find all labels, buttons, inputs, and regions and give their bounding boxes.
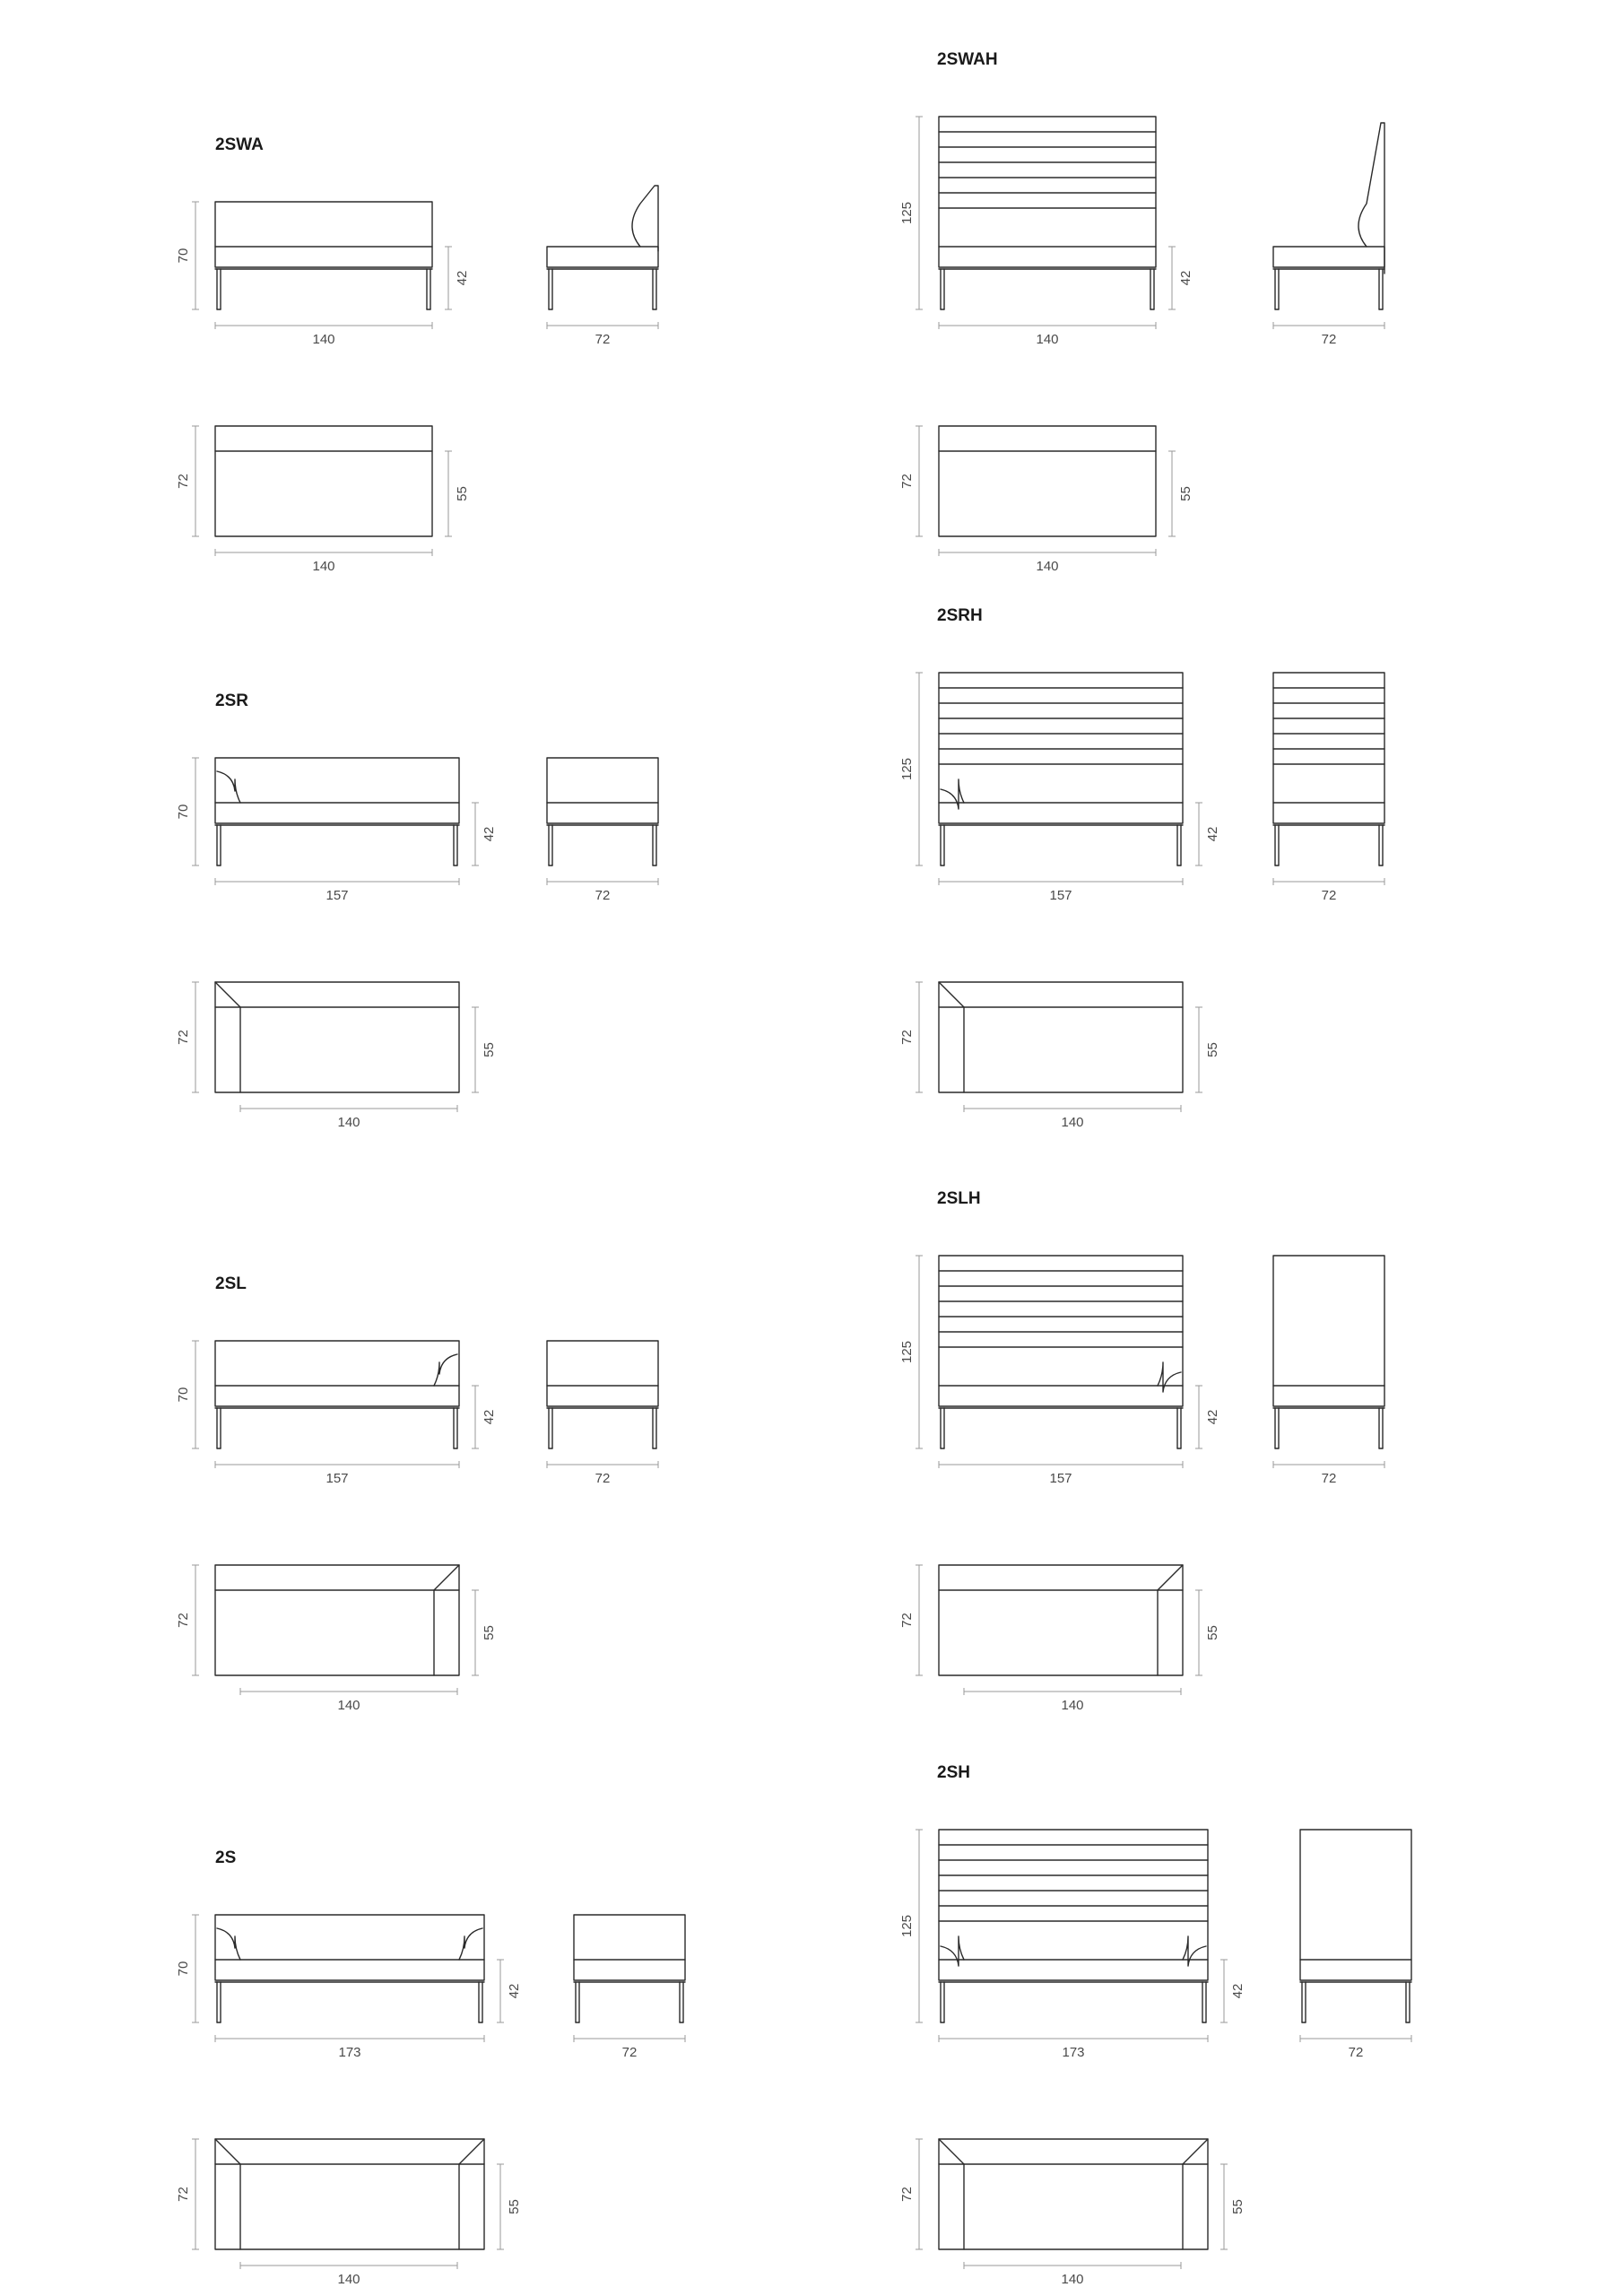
width-dimension — [215, 1461, 459, 1486]
module-code-label: 2SH — [937, 1763, 970, 1782]
dimension-label: 55 — [455, 486, 470, 501]
plan-view — [176, 2139, 522, 2287]
armrest-curve — [1158, 1362, 1181, 1392]
module-2sr — [176, 691, 658, 1130]
width-dimension — [240, 1105, 457, 1130]
backrest-profile — [1358, 123, 1384, 274]
dimension-label: 72 — [176, 2187, 191, 2202]
dimension-label: 140 — [312, 332, 335, 347]
front-view — [176, 202, 470, 347]
sofa-body — [215, 1915, 484, 1980]
dimension-label: 55 — [1230, 2199, 1245, 2214]
module-code-label: 2SWAH — [937, 50, 998, 69]
front-view — [176, 1915, 522, 2060]
plan-view — [176, 426, 470, 574]
side-body — [1273, 1256, 1384, 1406]
height-dimension — [899, 982, 923, 1092]
module-2sh — [899, 1763, 1411, 2287]
armrest-corner — [215, 2139, 240, 2164]
armrest-corner — [939, 982, 964, 1007]
height-dimension — [472, 1386, 497, 1448]
dimension-label: 140 — [1061, 1115, 1084, 1130]
width-dimension — [939, 322, 1156, 347]
armrest-curve — [434, 1354, 457, 1386]
dimension-label: 42 — [1178, 270, 1193, 286]
height-dimension — [176, 982, 199, 1092]
height-dimension — [472, 803, 497, 865]
height-dimension — [176, 426, 199, 536]
dimension-label: 72 — [1321, 332, 1337, 347]
width-dimension — [547, 322, 658, 347]
dimension-label: 70 — [176, 1387, 191, 1403]
dimension-label: 72 — [899, 1613, 915, 1628]
width-dimension — [215, 878, 459, 903]
height-dimension — [1220, 1960, 1245, 2022]
dimension-label: 72 — [899, 2187, 915, 2202]
height-dimension — [176, 1915, 199, 2022]
armrest-curve — [459, 1928, 482, 1960]
dimension-label: 42 — [1230, 1983, 1245, 1999]
module-code-label: 2SL — [215, 1274, 247, 1293]
side-view — [1273, 1256, 1384, 1486]
seat-block — [547, 247, 658, 267]
height-dimension — [176, 1565, 199, 1675]
plan-outline — [939, 1565, 1183, 1675]
plan-view — [899, 426, 1193, 574]
plan-view — [899, 982, 1220, 1130]
module-code-label: 2S — [215, 1848, 237, 1867]
dimension-label: 72 — [1321, 888, 1337, 903]
side-body — [547, 1341, 658, 1406]
dimension-label: 72 — [1321, 1471, 1337, 1486]
height-dimension — [1195, 803, 1220, 865]
dimension-label: 140 — [1061, 1698, 1084, 1713]
height-dimension — [497, 1960, 522, 2022]
backrest-profile — [632, 186, 658, 251]
side-view — [1300, 1830, 1411, 2060]
dimension-label: 72 — [595, 888, 611, 903]
height-dimension — [899, 1830, 923, 2022]
dimension-label: 173 — [1062, 2045, 1085, 2060]
width-dimension — [939, 878, 1183, 903]
width-dimension — [1273, 1461, 1384, 1486]
sofa-body — [939, 673, 1183, 823]
plan-view — [176, 1565, 497, 1713]
module-2slh — [899, 1189, 1384, 1713]
dimension-label: 140 — [1036, 332, 1059, 347]
dimension-label: 125 — [899, 757, 915, 781]
plan-outline — [939, 982, 1183, 1092]
dimension-label: 157 — [1049, 888, 1072, 903]
armrest-corner — [215, 982, 240, 1007]
height-dimension — [497, 2164, 522, 2249]
module-2s — [176, 1848, 685, 2287]
module-2swah — [899, 50, 1384, 574]
dimension-label: 42 — [1205, 1409, 1220, 1425]
width-dimension — [1273, 878, 1384, 903]
width-dimension — [939, 549, 1156, 574]
height-dimension — [1195, 1007, 1220, 1092]
height-dimension — [445, 451, 470, 536]
height-dimension — [899, 1565, 923, 1675]
dimension-label: 125 — [899, 201, 915, 225]
height-dimension — [899, 2139, 923, 2249]
sofa-body — [939, 1830, 1208, 1980]
height-dimension — [176, 202, 199, 309]
width-dimension — [939, 2035, 1208, 2060]
dimension-label: 42 — [1205, 826, 1220, 842]
side-body — [1273, 673, 1384, 823]
plan-outline — [215, 982, 459, 1092]
armrest-corner — [1183, 2139, 1208, 2164]
armrest-corner — [1158, 1565, 1183, 1590]
dimension-label: 140 — [1061, 2272, 1084, 2287]
armrest-corner — [459, 2139, 484, 2164]
width-dimension — [1300, 2035, 1411, 2060]
dimension-label: 72 — [1348, 2045, 1364, 2060]
plan-outline — [215, 426, 432, 536]
dimension-label: 157 — [325, 888, 349, 903]
armrest-curve — [1183, 1936, 1206, 1966]
dimension-label: 55 — [507, 2199, 522, 2214]
seat-block — [1273, 247, 1384, 267]
dimension-label: 157 — [325, 1471, 349, 1486]
side-body — [547, 758, 658, 823]
plan-outline — [215, 1565, 459, 1675]
height-dimension — [899, 1256, 923, 1448]
module-code-label: 2SLH — [937, 1189, 981, 1208]
dimension-label: 55 — [1205, 1625, 1220, 1640]
dimension-label: 70 — [176, 804, 191, 820]
width-dimension — [939, 1461, 1183, 1486]
side-view — [547, 758, 658, 903]
height-dimension — [1168, 247, 1193, 309]
dimension-label: 70 — [176, 248, 191, 264]
dimension-label: 140 — [1036, 559, 1059, 574]
plan-outline — [215, 2139, 484, 2249]
front-view — [176, 758, 497, 903]
height-dimension — [1195, 1386, 1220, 1448]
height-dimension — [1195, 1590, 1220, 1675]
side-body — [574, 1915, 685, 1980]
dimension-label: 72 — [595, 332, 611, 347]
plan-view — [899, 2139, 1245, 2287]
module-code-label: 2SR — [215, 691, 248, 710]
dimension-label: 125 — [899, 1914, 915, 1938]
width-dimension — [215, 549, 432, 574]
armrest-corner — [434, 1565, 459, 1590]
plan-outline — [939, 426, 1156, 536]
dimension-label: 72 — [176, 474, 191, 489]
width-dimension — [547, 1461, 658, 1486]
width-dimension — [964, 2262, 1181, 2287]
width-dimension — [240, 1688, 457, 1713]
height-dimension — [472, 1007, 497, 1092]
module-code-label: 2SRH — [937, 606, 983, 625]
dimension-label: 72 — [621, 2045, 638, 2060]
side-body — [1300, 1830, 1411, 1980]
width-dimension — [547, 878, 658, 903]
side-view — [547, 1341, 658, 1486]
dimension-label: 140 — [337, 2272, 360, 2287]
armrest-curve — [217, 771, 240, 803]
dimension-label: 42 — [482, 1409, 497, 1425]
dimension-label: 125 — [899, 1340, 915, 1364]
armrest-curve — [941, 779, 964, 809]
dimension-label: 42 — [507, 1983, 522, 1999]
height-dimension — [899, 673, 923, 865]
sofa-body — [215, 758, 459, 823]
plan-outline — [939, 2139, 1208, 2249]
plan-view — [176, 982, 497, 1130]
dimension-label: 55 — [1205, 1042, 1220, 1057]
dimension-label: 173 — [338, 2045, 361, 2060]
side-view — [1273, 123, 1384, 347]
module-2srh — [899, 606, 1384, 1130]
side-view — [547, 186, 658, 347]
dimension-label: 140 — [337, 1115, 360, 1130]
width-dimension — [574, 2035, 685, 2060]
height-dimension — [472, 1590, 497, 1675]
dimension-label: 72 — [176, 1030, 191, 1045]
dimension-label: 72 — [899, 1030, 915, 1045]
armrest-corner — [939, 2139, 964, 2164]
dimension-label: 140 — [312, 559, 335, 574]
front-view — [899, 117, 1193, 347]
sofa-body — [215, 202, 432, 267]
dimension-label: 55 — [1178, 486, 1193, 501]
width-dimension — [964, 1688, 1181, 1713]
side-view — [574, 1915, 685, 2060]
dimension-label: 140 — [337, 1698, 360, 1713]
plan-view — [899, 1565, 1220, 1713]
height-dimension — [899, 426, 923, 536]
dimension-label: 72 — [176, 1613, 191, 1628]
front-view — [899, 673, 1220, 903]
height-dimension — [176, 2139, 199, 2249]
width-dimension — [964, 1105, 1181, 1130]
width-dimension — [215, 322, 432, 347]
dimension-label: 157 — [1049, 1471, 1072, 1486]
dimension-label: 55 — [482, 1625, 497, 1640]
height-dimension — [899, 117, 923, 309]
armrest-curve — [941, 1936, 964, 1966]
height-dimension — [1220, 2164, 1245, 2249]
front-view — [899, 1830, 1245, 2060]
dimension-label: 70 — [176, 1961, 191, 1977]
dimension-label: 72 — [595, 1471, 611, 1486]
dimension-label: 72 — [899, 474, 915, 489]
front-view — [899, 1256, 1220, 1486]
height-dimension — [1168, 451, 1193, 536]
sofa-body — [939, 117, 1156, 267]
height-dimension — [445, 247, 470, 309]
sofa-body — [939, 1256, 1183, 1406]
height-dimension — [176, 758, 199, 865]
height-dimension — [176, 1341, 199, 1448]
dimension-label: 55 — [482, 1042, 497, 1057]
armrest-curve — [217, 1928, 240, 1960]
dimension-label: 42 — [455, 270, 470, 286]
sofa-body — [215, 1341, 459, 1406]
module-2swa — [176, 135, 658, 574]
module-2sl — [176, 1274, 658, 1713]
dimension-label: 42 — [482, 826, 497, 842]
width-dimension — [1273, 322, 1384, 347]
width-dimension — [240, 2262, 457, 2287]
front-view — [176, 1341, 497, 1486]
width-dimension — [215, 2035, 484, 2060]
side-view — [1273, 673, 1384, 903]
module-code-label: 2SWA — [215, 135, 264, 154]
